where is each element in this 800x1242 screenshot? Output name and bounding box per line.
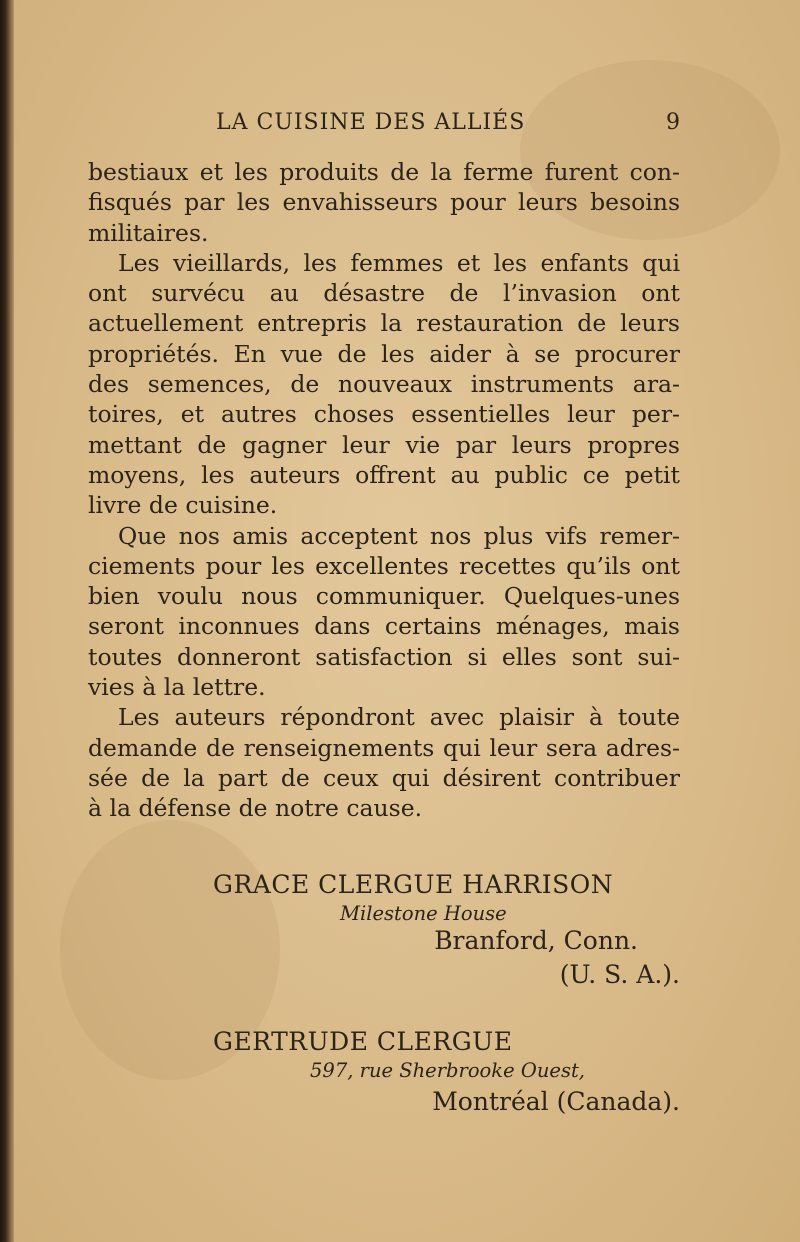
- body-text: [88, 157, 680, 824]
- page-number: 9: [666, 110, 680, 135]
- signature-city: Branford, Conn.: [434, 926, 638, 955]
- text-line: fisqués par les envahisseurs pour leurs besoins: [88, 188, 680, 217]
- signature-name: GERTRUDE CLERGUE: [213, 1027, 513, 1056]
- text-line: sée de la part de ceux qui désirent contribuer: [88, 763, 680, 792]
- text-line: ciements pour les excellentes recettes qu’ils ont: [88, 551, 680, 580]
- text-line: demande de renseignements qui leur sera adres-: [88, 733, 680, 762]
- signature-city: Montréal (Canada).: [432, 1087, 680, 1116]
- text-line: seront inconnues dans certains ménages, mais: [88, 612, 680, 641]
- text-line: des semences, de nouveaux instruments ara-: [88, 370, 680, 399]
- text-line: moyens, les auteurs offrent au public ce petit: [88, 460, 680, 489]
- text-line: bien voulu nous communiquer. Quelques-unes: [88, 582, 680, 611]
- text-line: à la défense de notre cause.: [88, 794, 423, 823]
- text-line: Les vieillards, les femmes et les enfants qui: [118, 248, 680, 277]
- text-line: toutes donneront satisfaction si elles sont sui-: [88, 642, 680, 671]
- text-line: bestiaux et les produits de la ferme furent con-: [88, 158, 680, 186]
- text-line: ont survécu au désastre de l’invasion ont: [88, 279, 680, 308]
- signature-name: GRACE CLERGUE HARRISON: [213, 870, 614, 899]
- text-line: propriétés. En vue de les aider à se procurer: [88, 339, 680, 368]
- signature-address: Milestone House: [340, 902, 507, 925]
- signature-country: (U. S. A.).: [559, 960, 680, 989]
- text-line: vies à la lettre.: [88, 673, 266, 702]
- text-line: Les auteurs répondront avec plaisir à toute: [118, 703, 680, 732]
- running-header: [88, 110, 680, 142]
- book-spine-edge: [0, 0, 14, 1242]
- text-line: livre de cuisine.: [88, 491, 278, 520]
- text-line: toires, et autres choses essentielles leur per-: [88, 400, 680, 429]
- text-line: militaires.: [88, 218, 209, 247]
- running-title: LA CUISINE DES ALLIÉS: [216, 110, 526, 135]
- text-line: Que nos amis acceptent nos plus vifs remer-: [118, 521, 680, 550]
- text-line: mettant de gagner leur vie par leurs propres: [88, 430, 680, 459]
- text-line: actuellement entrepris la restauration de leurs: [88, 309, 680, 338]
- signature-address: 597, rue Sherbrooke Ouest,: [310, 1059, 585, 1082]
